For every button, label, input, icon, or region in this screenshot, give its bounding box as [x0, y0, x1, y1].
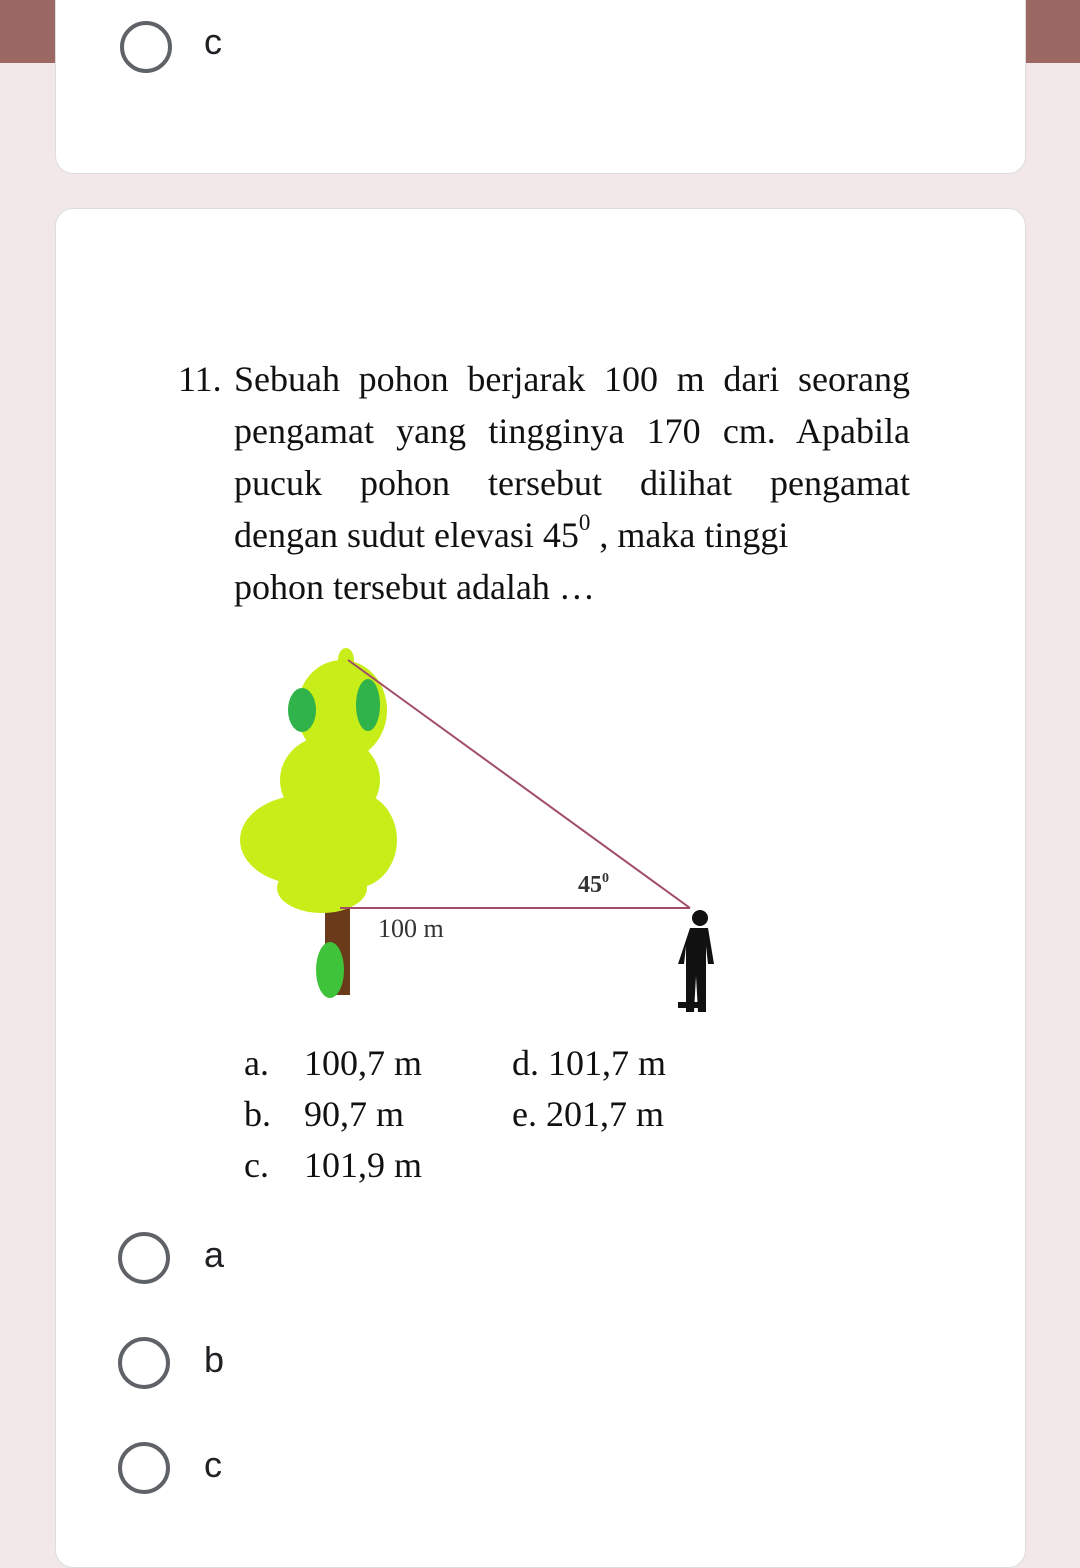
choice-letter: a.	[244, 1043, 269, 1083]
question-text-segment: dengan sudut elevasi 45	[234, 515, 579, 555]
answer-choice	[244, 1093, 404, 1135]
radio-button[interactable]	[120, 21, 172, 73]
line-of-sight	[348, 660, 690, 908]
question-line: pucuk pohon tersebut dilihat pengamat	[234, 463, 910, 503]
question-line: pohon tersebut adalah …	[234, 567, 595, 607]
elevation-diagram	[230, 640, 730, 1030]
question-number: 11.	[178, 359, 222, 399]
choice-letter: e.	[512, 1094, 537, 1134]
question-line-part	[234, 510, 789, 566]
choice-letter: d.	[512, 1043, 539, 1083]
question-line: Sebuah pohon berjarak 100 m dari seorang	[234, 359, 910, 399]
choice-value: 100,7 m	[304, 1043, 423, 1083]
radio-button[interactable]	[118, 1337, 170, 1389]
answer-choice	[512, 1093, 664, 1135]
radio-label: a	[204, 1234, 225, 1275]
observer-icon	[678, 910, 714, 1012]
choice-value: 201,7 m	[545, 1094, 664, 1134]
question-text-segment: , maka tinggi	[590, 515, 789, 555]
choice-value: 90,7 m	[304, 1094, 405, 1134]
radio-label: c	[204, 21, 222, 62]
radio-button[interactable]	[118, 1232, 170, 1284]
question-line: pengamat yang tingginya 170 cm. Apabila	[234, 411, 910, 451]
question-line	[234, 510, 910, 566]
answer-choice	[244, 1144, 422, 1186]
answer-choice	[512, 1042, 666, 1084]
choice-letter: c.	[244, 1145, 269, 1185]
choice-value: 101,7 m	[548, 1043, 667, 1083]
choice-letter: b.	[244, 1094, 271, 1134]
radio-label: c	[204, 1444, 222, 1485]
answer-choice	[244, 1042, 422, 1084]
radio-button[interactable]	[118, 1442, 170, 1494]
angle-label: $45^0$	[578, 871, 609, 898]
tree-icon	[240, 648, 397, 998]
distance-label: 100 m	[378, 914, 444, 943]
degree-superscript: 0	[578, 510, 591, 535]
previous-question-card	[55, 0, 1026, 174]
radio-label: b	[204, 1339, 225, 1380]
choice-value: 101,9 m	[304, 1145, 423, 1185]
